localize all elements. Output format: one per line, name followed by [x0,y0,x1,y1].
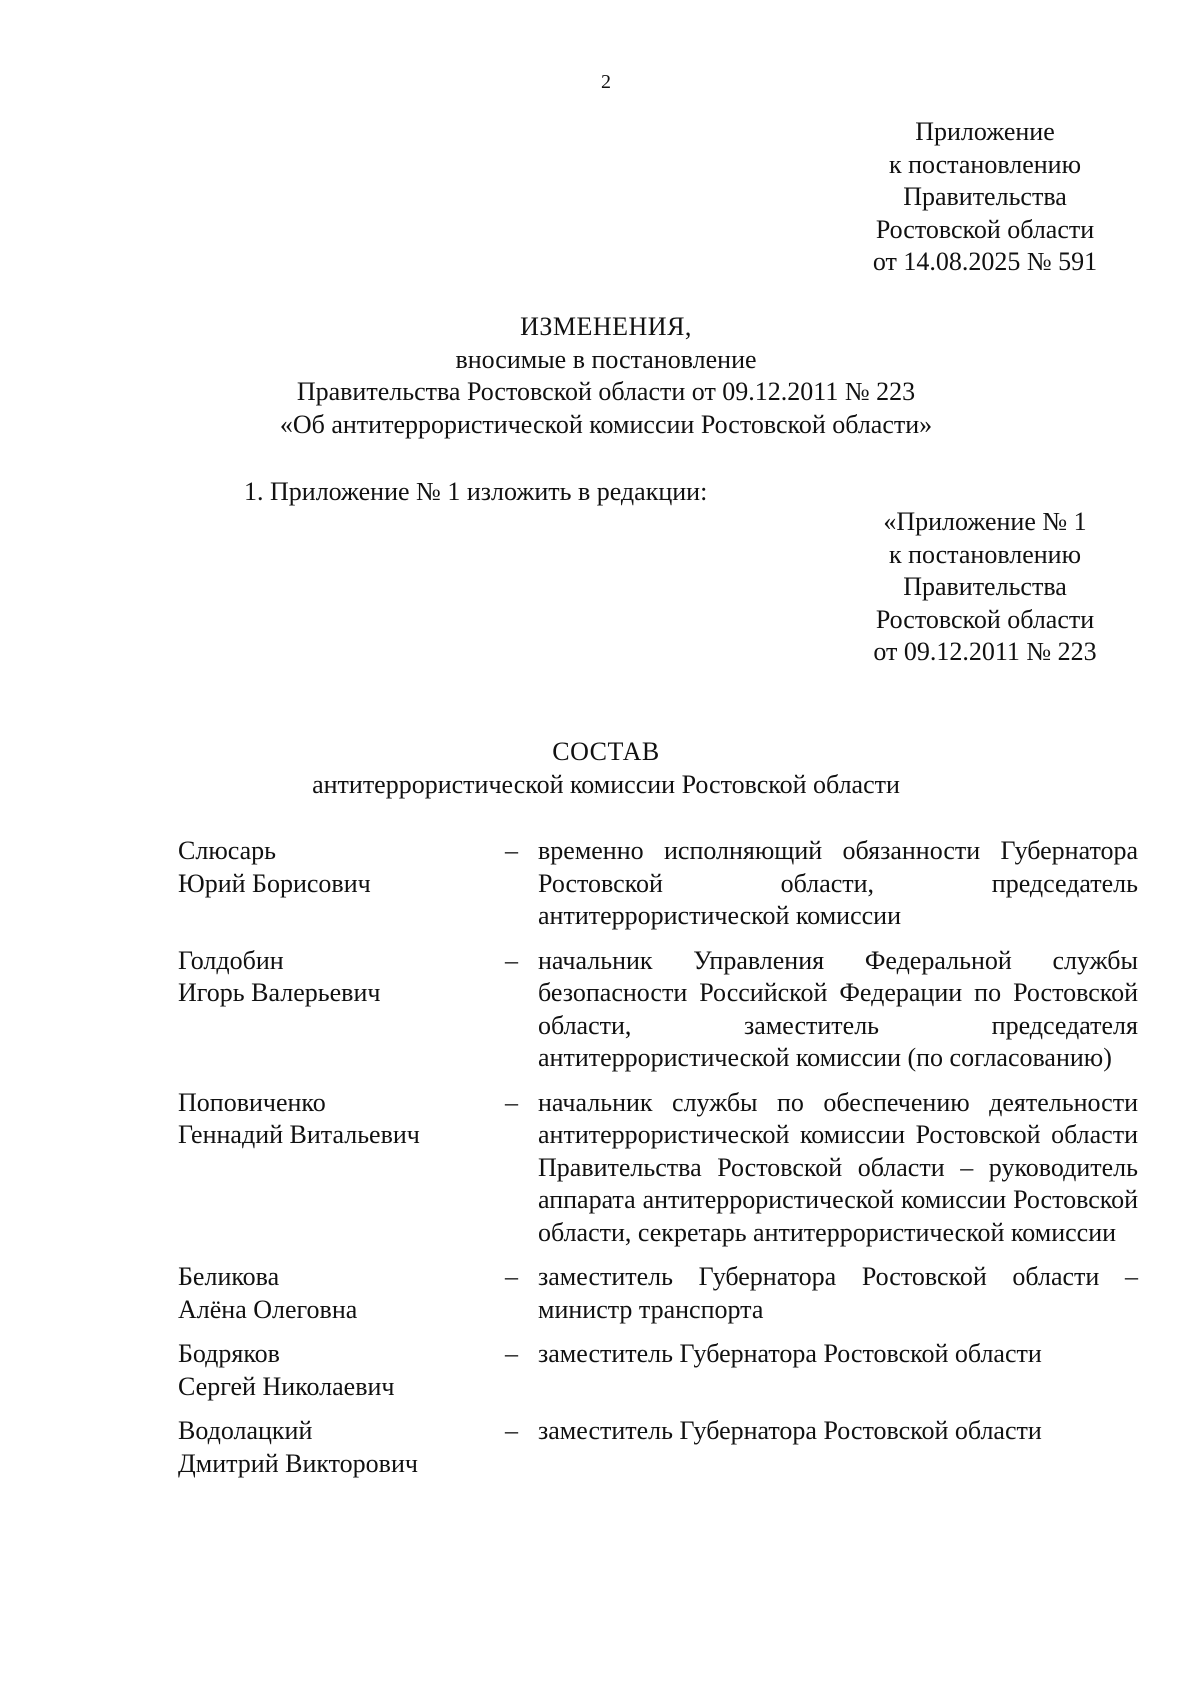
member-entry [178,835,1148,933]
member-dash: – [505,836,518,865]
member-name [178,1338,505,1403]
changes-subtitle-line: Правительства Ростовской области от 09.12.2011 № 223 [296,377,916,406]
member-dash: – [505,1339,518,1368]
annex-approval-line: к постановлению [888,539,1082,569]
approval-block [860,116,1110,279]
member-position: заместитель Губернатора Ростовской области – министр транспорта [538,1262,1138,1324]
composition-title: СОСТАВ [552,737,660,766]
member-given-names: Сергей Николаевич [178,1371,395,1401]
clause-1: 1. Приложение № 1 изложить в редакции: [244,477,708,506]
member-surname: Слюсарь [178,836,276,865]
member-given-names: Дмитрий Викторович [178,1448,418,1478]
member-position: начальник службы по обеспечению деятельности антитеррористической комиссии Ростовской области Правительства Ростовской области – руководитель аппарата антитеррористической комиссии Ростовской области, секретарь антитеррористической комиссии [538,1087,1138,1247]
member-dash: – [505,945,518,975]
changes-heading [0,311,1200,441]
member-dash: – [505,1262,518,1291]
member-entry [178,1087,1148,1250]
changes-subtitle-line: «Об антитеррористической комиссии Ростовской области» [279,409,933,439]
member-surname: Беликова [178,1262,280,1291]
member-name [178,1261,505,1326]
annex-approval-line: «Приложение № 1 [883,507,1087,536]
approval-line: Правительства [903,182,1067,211]
member-name [178,1087,505,1250]
member-given-names: Игорь Валерьевич [178,978,381,1007]
member-given-names: Алёна Олеговна [178,1294,358,1324]
annex-approval-line: Правительства [903,572,1067,601]
member-name [178,945,505,1075]
annex-approval-block [860,506,1110,669]
annex-approval-line: от 09.12.2011 № 223 [873,637,1097,666]
member-entry [178,1415,1148,1480]
members-list [178,835,1148,1492]
page-number: 2 [601,71,611,93]
member-name [178,1415,505,1480]
member-given-names: Геннадий Витальевич [178,1120,420,1149]
member-entry [178,1338,1148,1403]
approval-line: Ростовской области [875,214,1095,244]
member-position: заместитель Губернатора Ростовской области [538,1416,1042,1445]
annex-approval-line: Ростовской области [875,604,1095,634]
member-surname: Поповиченко [178,1087,326,1117]
member-dash: – [505,1416,518,1445]
approval-line: к постановлению [888,149,1082,179]
member-position: заместитель Губернатора Ростовской области [538,1339,1042,1368]
member-given-names: Юрий Борисович [178,868,371,898]
approval-line: от 14.08.2025 № 591 [872,247,1098,276]
member-position: начальник Управления Федеральной службы безопасности Российской Федерации по Ростовской области, заместитель председателя антитеррористической комиссии (по согласованию) [538,945,1138,1072]
changes-title: ИЗМЕНЕНИЯ, [520,312,692,341]
member-entry [178,945,1148,1075]
approval-line: Приложение [915,117,1055,146]
member-surname: Водолацкий [178,1416,313,1445]
composition-heading [0,736,1200,801]
member-dash: – [505,1087,518,1117]
composition-subtitle: антитеррористической комиссии Ростовской области [312,769,900,799]
member-position: временно исполняющий обязанности Губернатора Ростовской области, председатель антитеррористической комиссии [538,836,1138,930]
changes-subtitle-line: вносимые в постановление [455,344,757,374]
member-name [178,835,505,933]
member-surname: Голдобин [178,945,284,975]
member-surname: Бодряков [178,1339,280,1368]
member-entry [178,1261,1148,1326]
